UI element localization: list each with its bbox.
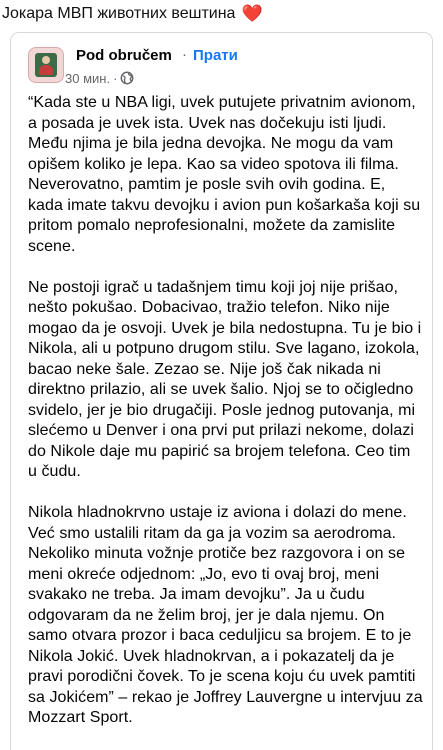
heart-emoji: ❤️ xyxy=(241,4,264,23)
post-paragraph: “Kada ste u NBA ligi, uvek putujete privatnim avionom, a posada je uvek ista. Uvek nas dočekuju isti ljudi. Među njima je bila jedna devojka. Ne mogu da vam opišem koliko je lepa. Kao sa video spotova ili filma. Neverovatno, pamtim je posle svih ovih godina. E, kada imate takvu devojku i avion pun košarkaša koji su pritom pomalo neprofesionalni, možete da zamislite scene. xyxy=(28,94,421,255)
author-name[interactable]: Pod obručem xyxy=(76,47,172,64)
avatar-image xyxy=(35,53,57,77)
page-avatar[interactable] xyxy=(28,47,64,83)
share-caption-text: Јокара МВП животних вештина xyxy=(2,5,236,22)
post-text xyxy=(28,93,423,749)
follow-button[interactable]: Прати xyxy=(193,47,238,64)
post-paragraph: Nikola hladnokrvno ustaje iz aviona i dolazi do mene. Već smo ustalili ritam da ga ja vozim sa aerodroma. Nekoliko minuta vožnje protiče bez razgovora i on se meni okreće odjednom: „Jo, evo ti ovaj broj, meni svakako ne treba. Ja imam devojku”. Ja u čudu odgovaram da ne želim broj, jer je dala njemu. On samo otvara prozor i baca ceduljicu sa brojem. E to je Nikola Jokić. Uvek hladnokrvan, a i pokazatelj da je pravi porodični čovek. To je scena koju ću uvek pamtiti sa Jokićem” – rekao je Joffrey Lauvergne u intervjuu za Mozzart Sport. xyxy=(28,504,423,726)
post-header xyxy=(11,33,432,93)
header-separator: · xyxy=(182,46,187,63)
share-caption xyxy=(2,4,263,24)
globe-icon[interactable] xyxy=(120,71,134,88)
post-time[interactable]: 30 мин. xyxy=(65,71,111,86)
post-paragraph: Ne postoji igrač u tadašnjem timu koji joj nije prišao, nešto pokušao. Dobacivao, tražio telefon. Niko nije mogao da je osvoji. Uvek je bila nedostupna. Tu je bio i Nikola, ali u potpuno drugom stilu. Sve lagano, izokola, bacao neke šale. Zezao se. Nije još čak nikada ni direktno prilazio, ali se uvek šalio. Njoj se to očigledno svidelo, jer je bio drugačiji. Posle jednog putovanja, mi slećemo u Denver i ona prvi put prilazi nekome, dolazi do Nikole daje mu papirić sa brojem telefona. Ceo tim u čudu. xyxy=(28,278,422,480)
meta-separator: · xyxy=(113,71,118,86)
post-meta xyxy=(65,71,134,88)
post-card xyxy=(10,32,433,750)
